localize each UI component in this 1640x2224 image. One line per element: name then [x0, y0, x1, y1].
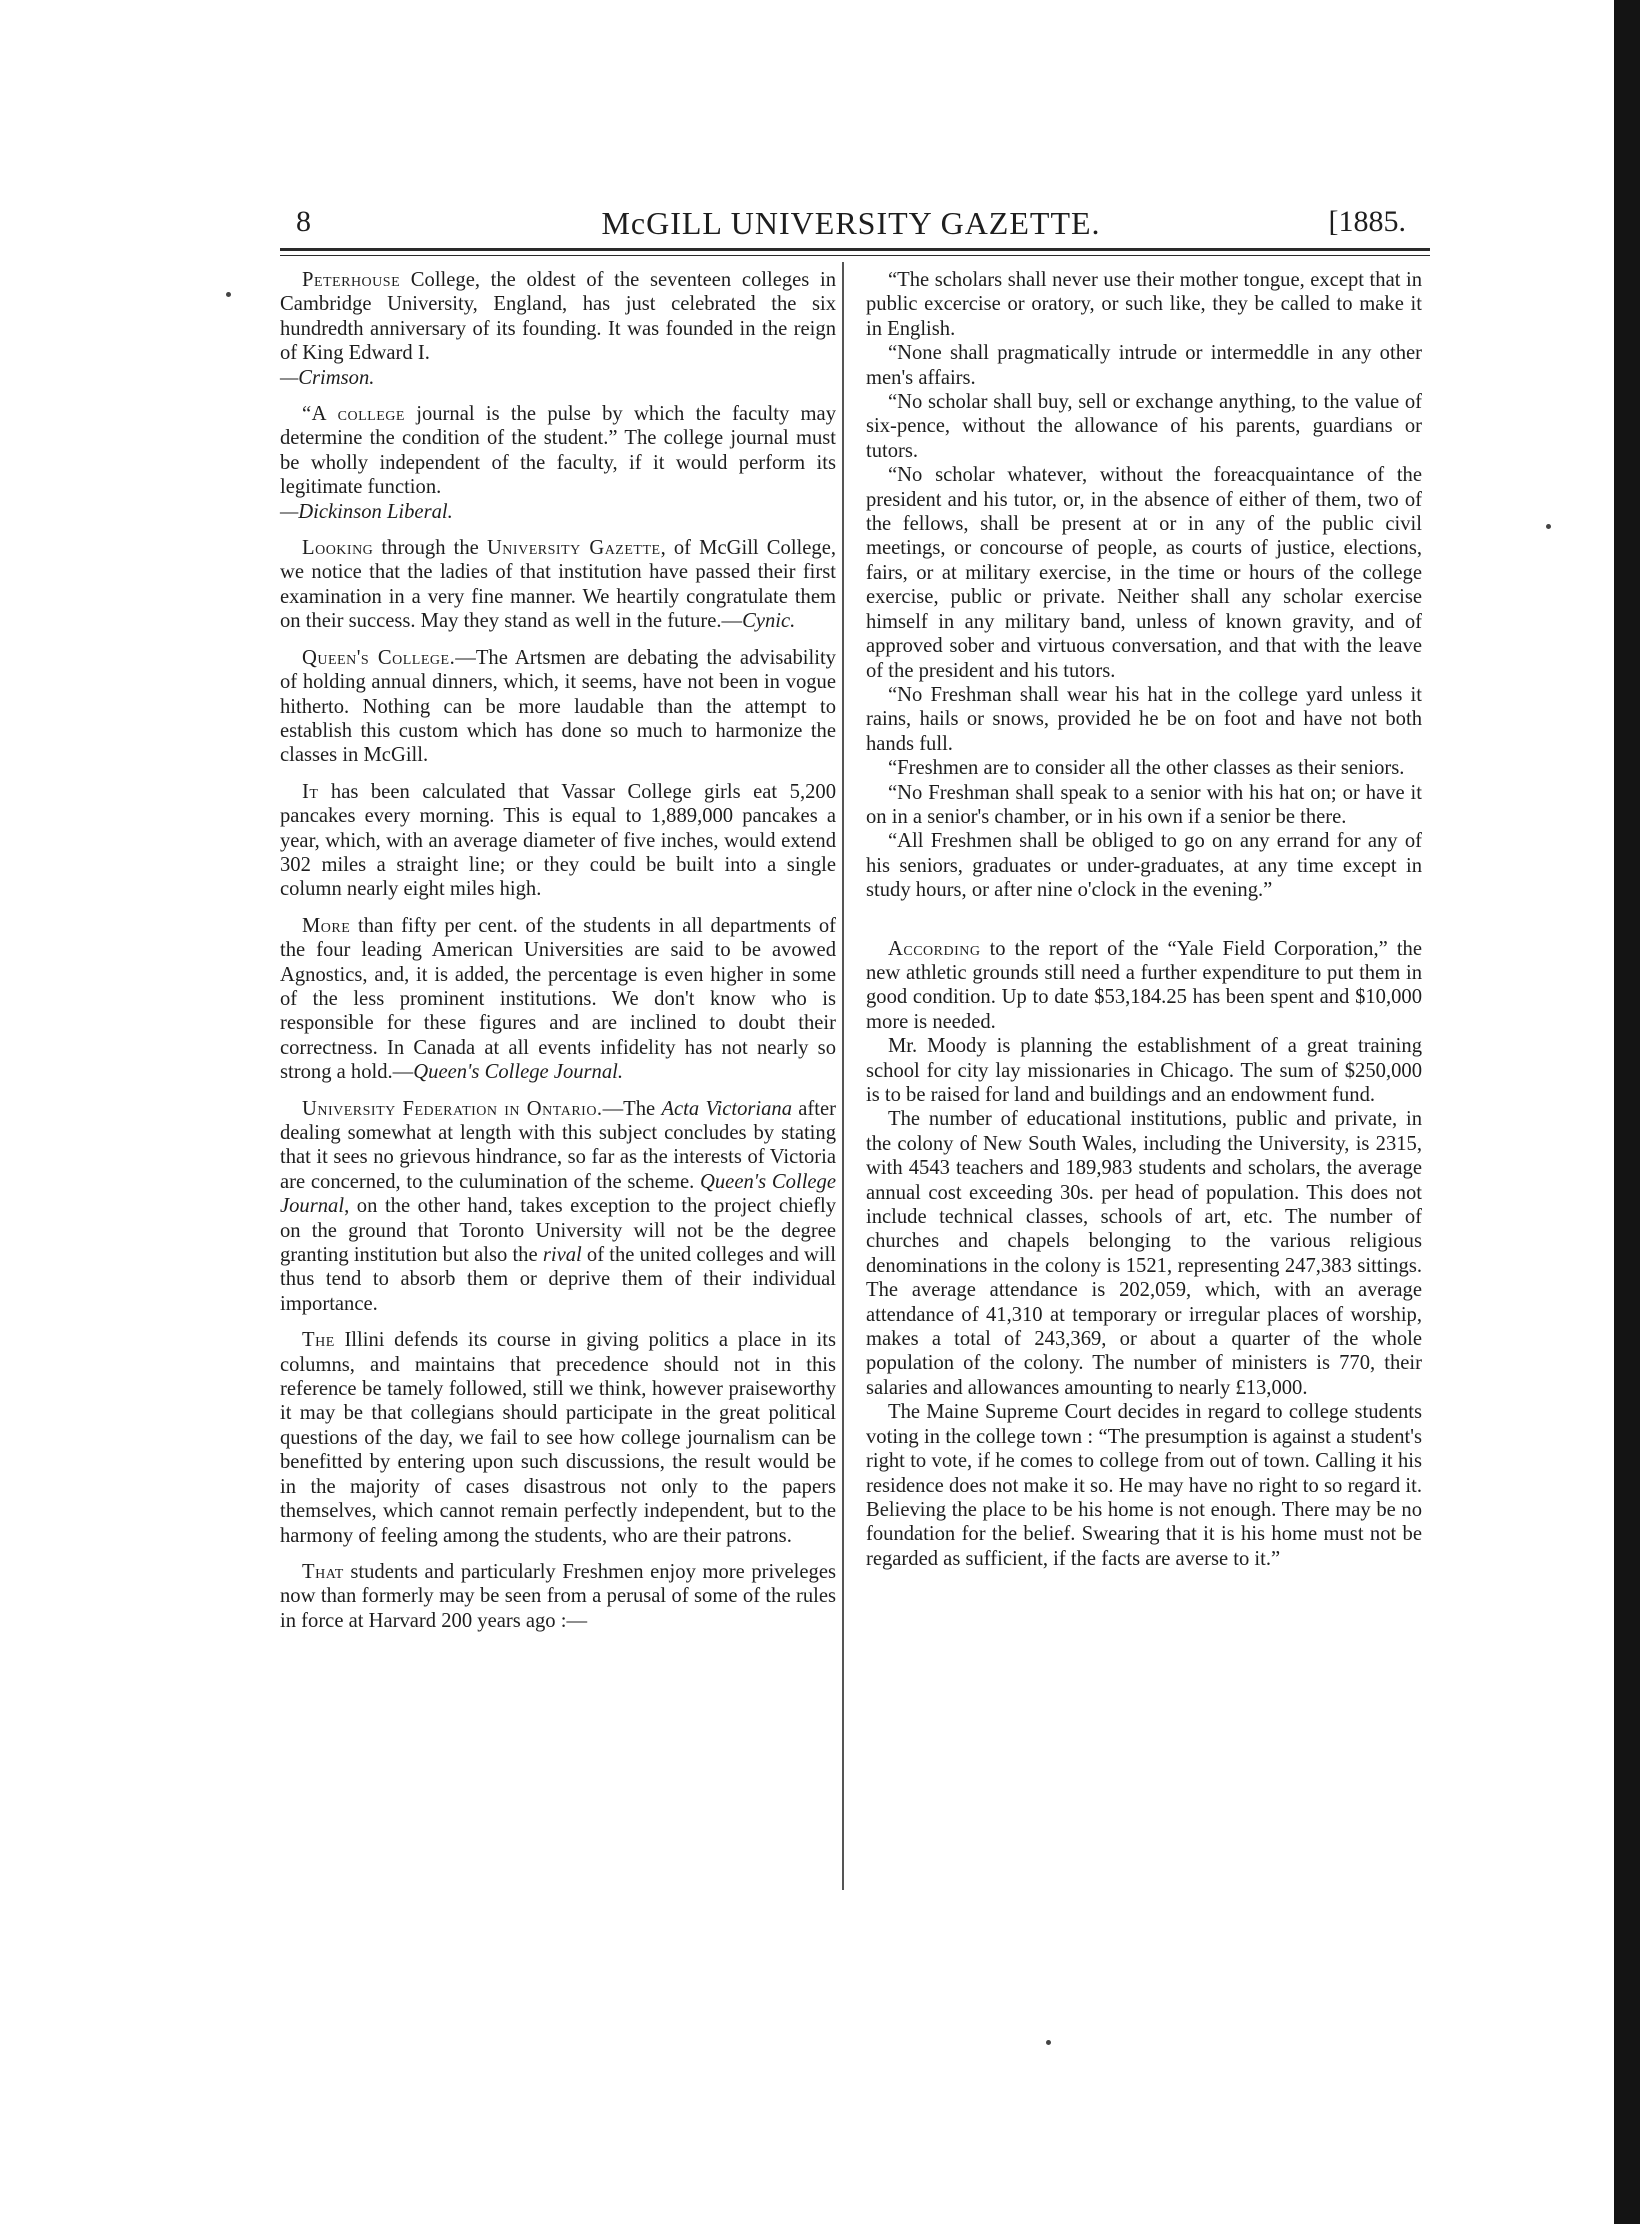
harvard-rule: “No scholar whatever, without the foreacquaintance of the president and his tutor, or, in the absence of either of them, two of the fellows, shall be present at or in any of the public civil meetings, or concourse of people, as courts of justice, elections, fairs, or at military exercise, in the time or hours of the college exercise, public or private. Neither shall any scholar exercise himself in any military band, unless of known gravity, and of approved sober and virtuous conversation, and that with the leave of the president and his tutors.	[866, 464, 1422, 682]
article-agnostics	[280, 914, 836, 1085]
article-text: —The Artsmen are debating the advisability of holding annual dinners, which, it seems, have not been in vogue hitherto. Nothing can be more laudable than the attempt to establish this custom which has done so much to harmonize the classes in McGill.	[280, 646, 836, 767]
article-moody: Mr. Moody is planning the establishment of a great training school for city lay missionaries in Chicago. The sum of $250,000 is to be raised for land and buildings and an endowment fund.	[866, 1035, 1422, 1106]
article-lead: University Federation in Ontario.	[302, 1097, 603, 1120]
article-lead: “A college	[302, 403, 405, 426]
article-text: of the united colleges and will thus tend to absorb them or deprive them of their individual importance.	[280, 1244, 836, 1315]
article-text: , on the other hand, takes exception to the project chiefly on the ground that Toronto University will not be the degree granting institution but also the	[280, 1195, 836, 1267]
page-header	[296, 205, 1406, 245]
scan-speck	[1546, 524, 1551, 529]
article-maine-court: The Maine Supreme Court decides in regard to college students voting in the college town : “The presumption is against a student's right to vote, if he comes to college from out of town. Calling it his residence does not make it so. He may have no right to so regard it. Believing the place to be his home is not enough. There may be no foundation for the belief. Swearing that it is his home must not be regarded as sufficient, if the facts are averse to it.”	[866, 1401, 1422, 1570]
page-number: 8	[296, 205, 311, 238]
article-looking-through	[280, 536, 836, 634]
right-column	[866, 268, 1422, 1571]
article-source: Queen's College Journal.	[413, 1061, 624, 1084]
article-text: Illini defends its course in giving politics a place in its columns, and maintains that precedence should not in this reference be tamely followed, still we think, however praiseworthy it may be that collegians should participate in the great political questions of the day, we fail to see how college journalism can be benefitted by entering upon such discussions, the result would be in the majority of cases disastrous not only to the papers themselves, which cannot remain perfectly independent, but to the harmony of feeling among the students, who are their patrons.	[280, 1329, 836, 1547]
scan-edge-shadow	[1614, 0, 1640, 2224]
harvard-rule: “No Freshman shall speak to a senior with his hat on; or have it on in a senior's chamber, or in his own if a senior be there.	[866, 781, 1422, 828]
article-italic: Queen's College Journal	[280, 1170, 836, 1218]
article-text: journal is the pulse by which the faculty may determine the condition of the student.” The college journal must be wholly independent of the faculty, if it would perform its legitimate function.	[280, 403, 836, 499]
column-divider	[842, 262, 844, 1890]
article-lead: Peterhouse	[302, 269, 401, 291]
harvard-rule: “No scholar shall buy, sell or exchange anything, to the value of six-pence, without the allowance of his parents, guardians or tutors.	[866, 391, 1422, 462]
article-college-journal	[280, 402, 836, 500]
article-text: through the	[373, 537, 487, 560]
scan-speck	[1046, 2040, 1051, 2045]
article-text: —The	[602, 1097, 662, 1120]
article-vassar-pancakes	[280, 780, 836, 902]
harvard-rule: “None shall pragmatically intrude or intermeddle in any other men's affairs.	[866, 342, 1422, 389]
article-italic: rival	[542, 1244, 582, 1267]
article-text: to the report of the “Yale Field Corporation,” the new athletic grounds still need a further expenditure to put them in good condition. Up to date $53,184.25 has been spent and $10,000 more is needed.	[866, 937, 1422, 1033]
article-lead: More	[302, 914, 351, 937]
page-year: [1885.	[1328, 205, 1406, 238]
article-lead-secondary: University Gazette	[486, 537, 661, 560]
article-university-federation	[280, 1097, 836, 1317]
article-text: after dealing somewhat at length with this subject concludes by stating that it sees no grievous hindrance, so far as the interests of Victoria are concerned, to the culumination of the scheme.	[280, 1097, 836, 1193]
article-text: than fifty per cent. of the students in all departments of the four leading American Universities are said to be avowed Agnostics, and, it is added, the percentage is even higher in some of the less prominent institutions. We don't know who is responsible for these figures and are inclined to doubt their correctness. In Canada at all events infidelity has not nearly so strong a hold.—	[280, 914, 836, 1084]
page-title: McGILL UNIVERSITY GAZETTE.	[601, 205, 1101, 241]
article-peterhouse	[280, 268, 836, 366]
article-lead: The	[302, 1329, 335, 1352]
harvard-rule: “No Freshman shall wear his hat in the college yard unless it rains, hails or snows, provided he be on foot and have not both hands full.	[866, 683, 1422, 755]
article-text: has been calculated that Vassar College girls eat 5,200 pancakes every morning. This is equal to 1,889,000 pancakes a year, which, with an average diameter of five inches, would extend 302 miles a straight line; or they could be built into a single column nearly eight miles high.	[280, 780, 836, 901]
article-lead: Queen's College.	[302, 646, 456, 669]
header-rule-thick	[280, 248, 1430, 251]
scan-speck	[226, 292, 231, 297]
article-text: College, the oldest of the seventeen colleges in Cambridge University, England, has just celebrated the six hundredth anniversary of its founding. It was founded in the reign of King Edward I.	[280, 269, 836, 365]
article-lead: Looking	[302, 537, 374, 560]
harvard-rule: “All Freshmen shall be obliged to go on any errand for any of his seniors, graduates or under-graduates, at any time except in study hours, or after nine o'clock in the evening.”	[866, 830, 1422, 902]
article-lead: According	[888, 937, 981, 960]
article-italic: Acta Victoriana	[661, 1097, 793, 1120]
article-source: Cynic.	[742, 610, 796, 633]
article-queens-college	[280, 646, 836, 768]
article-new-south-wales: The number of educational institutions, public and private, in the colony of New South Wales, including the University, is 2315, with 4543 teachers and 189,983 students and scholars, the average annual cost exceeding 30s. per head of population. This does not include technical classes, schools of art, etc. The number of churches and chapels belonging to the various religious denominations in the colony is 1521, representing 247,383 sittings. The average attendance is 202,059, which, with an average attendance of 41,310 at temporary or irregular places of worship, makes a total of 243,369, or about a quarter of the whole population of the colony. The number of ministers is 770, their salaries and allowances amounting to nearly £13,000.	[866, 1108, 1422, 1399]
article-lead: That	[302, 1560, 344, 1583]
article-illini	[280, 1328, 836, 1548]
article-lead: It	[302, 780, 319, 803]
harvard-rule: “The scholars shall never use their mother tongue, except that in public excercise or oratory, or such like, they be called to make it in English.	[866, 269, 1422, 340]
article-text: students and particularly Freshmen enjoy more priveleges now than formerly may be seen from a perusal of some of the rules in force at Harvard 200 years ago :—	[280, 1560, 836, 1632]
article-yale-field	[866, 937, 1422, 1035]
header-rule-thin	[280, 255, 1430, 256]
left-column	[280, 268, 836, 1645]
article-harvard-rules-intro	[280, 1560, 836, 1633]
article-source: —Crimson.	[280, 366, 375, 389]
harvard-rule: “Freshmen are to consider all the other classes as their seniors.	[888, 757, 1405, 780]
article-text: , of McGill College, we notice that the ladies of that institution have passed their first examination in a very fine manner. We heartily congratulate them on their success. May they stand as well in the future.—	[280, 537, 836, 633]
article-source: —Dickinson Liberal.	[280, 500, 453, 523]
